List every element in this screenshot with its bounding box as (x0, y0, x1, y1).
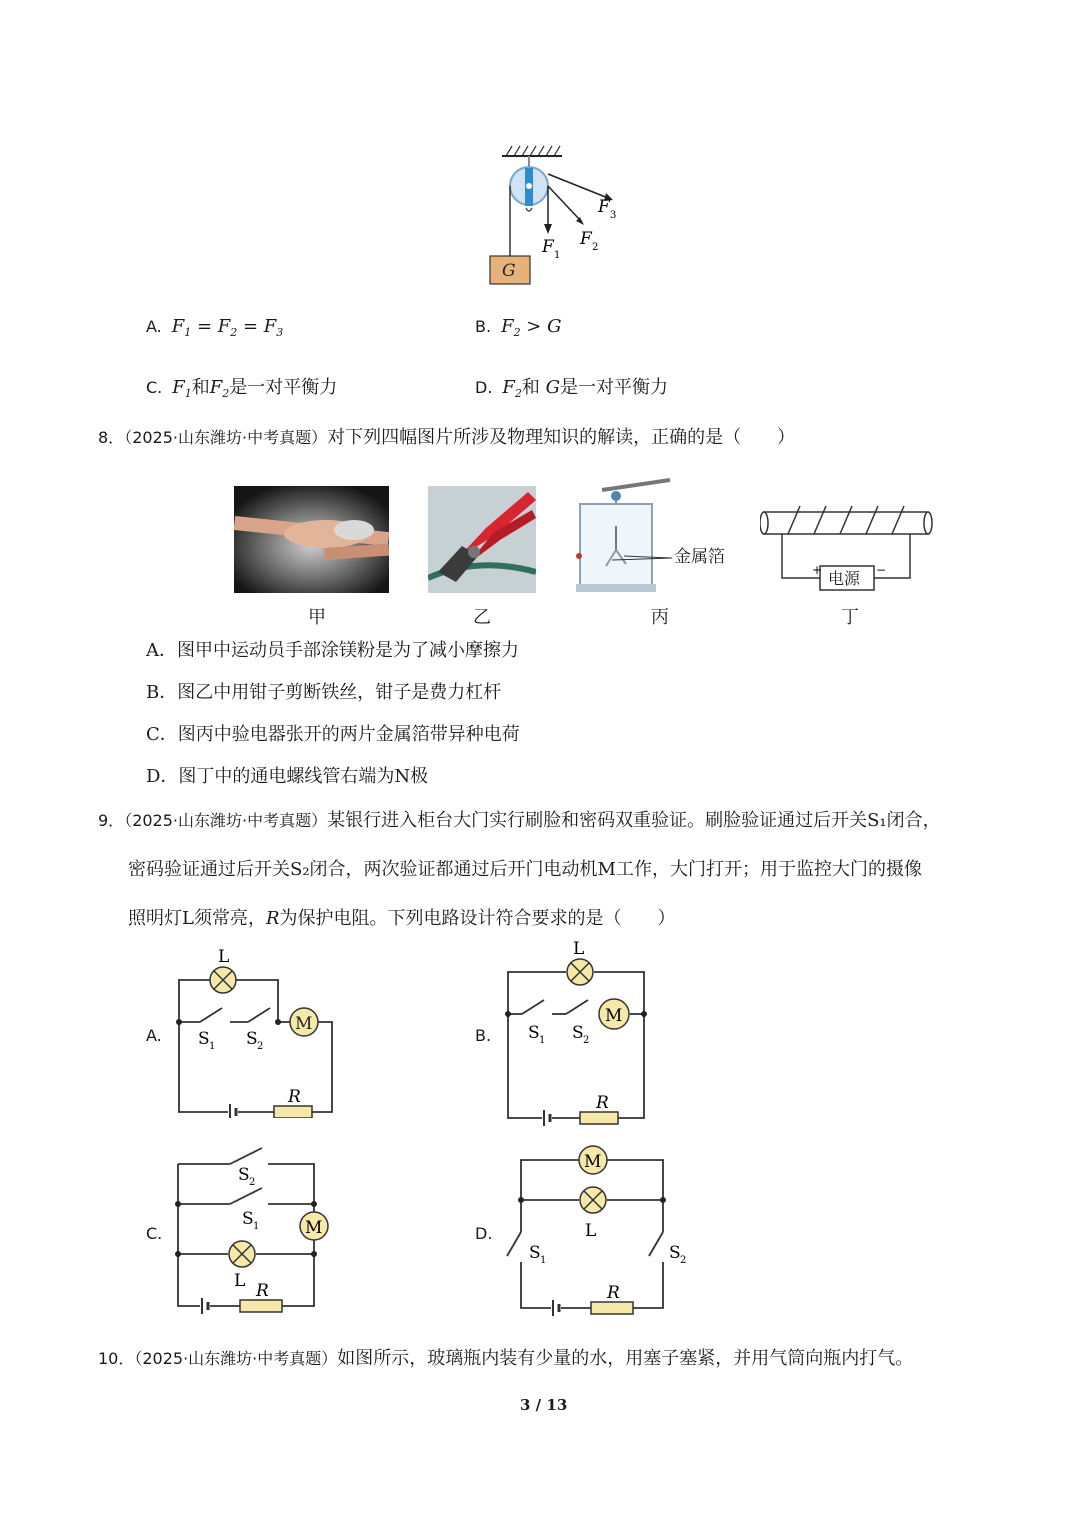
circuit-b (500, 938, 660, 1128)
svg-text:1: 1 (209, 1041, 216, 1052)
q8-caption-yi: 乙 (473, 607, 491, 628)
q7-option-a: A. $F_1 = F_2 = F_3$ (146, 316, 284, 339)
circuit-d (505, 1140, 695, 1320)
q9-stem-line1: 9．（2025·山东潍坊·中考真题）某银行进入柜台大门实行刷脸和密码双重验证。刷脸验证通过后开关S₁闭合， (98, 810, 941, 831)
q7-option-b: B. $F_2 > G$ (475, 316, 562, 339)
q9-option-d-key: D. (475, 1224, 493, 1243)
q9-option-a-key: A. (146, 1026, 162, 1045)
svg-text:M: M (305, 1218, 323, 1238)
weight-label: G (502, 261, 516, 281)
svg-text:S: S (198, 1029, 210, 1049)
q8-image-ding (760, 500, 935, 594)
q9-option-b-key: B. (475, 1026, 492, 1045)
svg-text:S: S (528, 1023, 540, 1043)
circuit-c (170, 1140, 345, 1320)
svg-text:F: F (598, 197, 610, 217)
q8-image-jia (234, 486, 389, 593)
q9-stem-line2: 密码验证通过后开关S₂闭合，两次验证都通过后开门电动机M工作，大门打开；用于监控大门的摄像 (128, 859, 922, 880)
svg-text:S: S (669, 1243, 681, 1263)
svg-text:S: S (529, 1243, 541, 1263)
q8-caption-jia: 甲 (308, 607, 326, 628)
svg-text:F: F (580, 229, 592, 249)
svg-text:3: 3 (610, 210, 617, 221)
q8-image-yi (428, 486, 536, 593)
svg-text:电源: 电源 (828, 569, 861, 588)
q10-stem: 10．（2025·山东潍坊·中考真题）如图所示，玻璃瓶内装有少量的水，用塞子塞紧，并用气筒向瓶内打气。 (98, 1348, 914, 1369)
svg-text:M: M (295, 1014, 313, 1034)
svg-text:R: R (596, 1093, 609, 1113)
svg-text:1: 1 (539, 1035, 546, 1046)
svg-text:2: 2 (249, 1177, 256, 1188)
circuit-a (170, 938, 345, 1118)
svg-text:S: S (572, 1023, 584, 1043)
q8-image-bing (572, 476, 747, 596)
q7-option-c: C. $F_1$和$F_2$是一对平衡力 (146, 377, 338, 400)
q8-option-d: D．图丁中的通电螺线管右端为N极 (146, 766, 429, 787)
svg-text:S: S (246, 1029, 258, 1049)
q8-option-b: B．图乙中用钳子剪断铁丝，钳子是费力杠杆 (146, 682, 502, 703)
svg-text:1: 1 (554, 250, 561, 261)
svg-text:F: F (542, 237, 554, 257)
svg-text:2: 2 (592, 242, 599, 253)
page-number: 3 / 13 (520, 1396, 568, 1414)
svg-text:S: S (242, 1209, 254, 1229)
q9-option-c-key: C. (146, 1224, 163, 1243)
svg-text:1: 1 (540, 1255, 547, 1266)
svg-text:−: − (876, 563, 887, 577)
q9-stem-line3: 照明灯L须常亮，R为保护电阻。下列电路设计符合要求的是（ ） (128, 908, 676, 929)
svg-text:R: R (288, 1087, 301, 1107)
q8-stem: 8．（2025·山东潍坊·中考真题）对下列四幅图片所涉及物理知识的解读，正确的是（ ） (98, 427, 796, 448)
svg-text:L: L (573, 939, 585, 959)
q7-option-d: D. $F_2$和 G是一对平衡力 (475, 377, 669, 400)
svg-text:+: + (812, 563, 823, 577)
svg-text:R: R (256, 1281, 269, 1301)
svg-text:S: S (238, 1165, 250, 1185)
q8-option-a: A．图甲中运动员手部涂镁粉是为了减小摩擦力 (146, 640, 519, 661)
q8-caption-bing: 丙 (651, 607, 669, 628)
svg-text:2: 2 (583, 1035, 590, 1046)
svg-text:金属箔: 金属箔 (674, 547, 725, 567)
svg-text:L: L (585, 1221, 597, 1241)
svg-text:M: M (584, 1152, 602, 1172)
q8-option-c: C．图丙中验电器张开的两片金属箔带异种电荷 (146, 724, 520, 745)
svg-text:1: 1 (253, 1221, 260, 1232)
svg-text:2: 2 (257, 1041, 264, 1052)
q8-caption-ding: 丁 (841, 607, 859, 628)
svg-text:M: M (605, 1006, 623, 1026)
svg-text:L: L (218, 947, 230, 967)
pulley-figure (480, 138, 650, 288)
svg-text:2: 2 (680, 1255, 687, 1266)
svg-text:L: L (234, 1271, 246, 1291)
svg-text:R: R (607, 1283, 620, 1303)
